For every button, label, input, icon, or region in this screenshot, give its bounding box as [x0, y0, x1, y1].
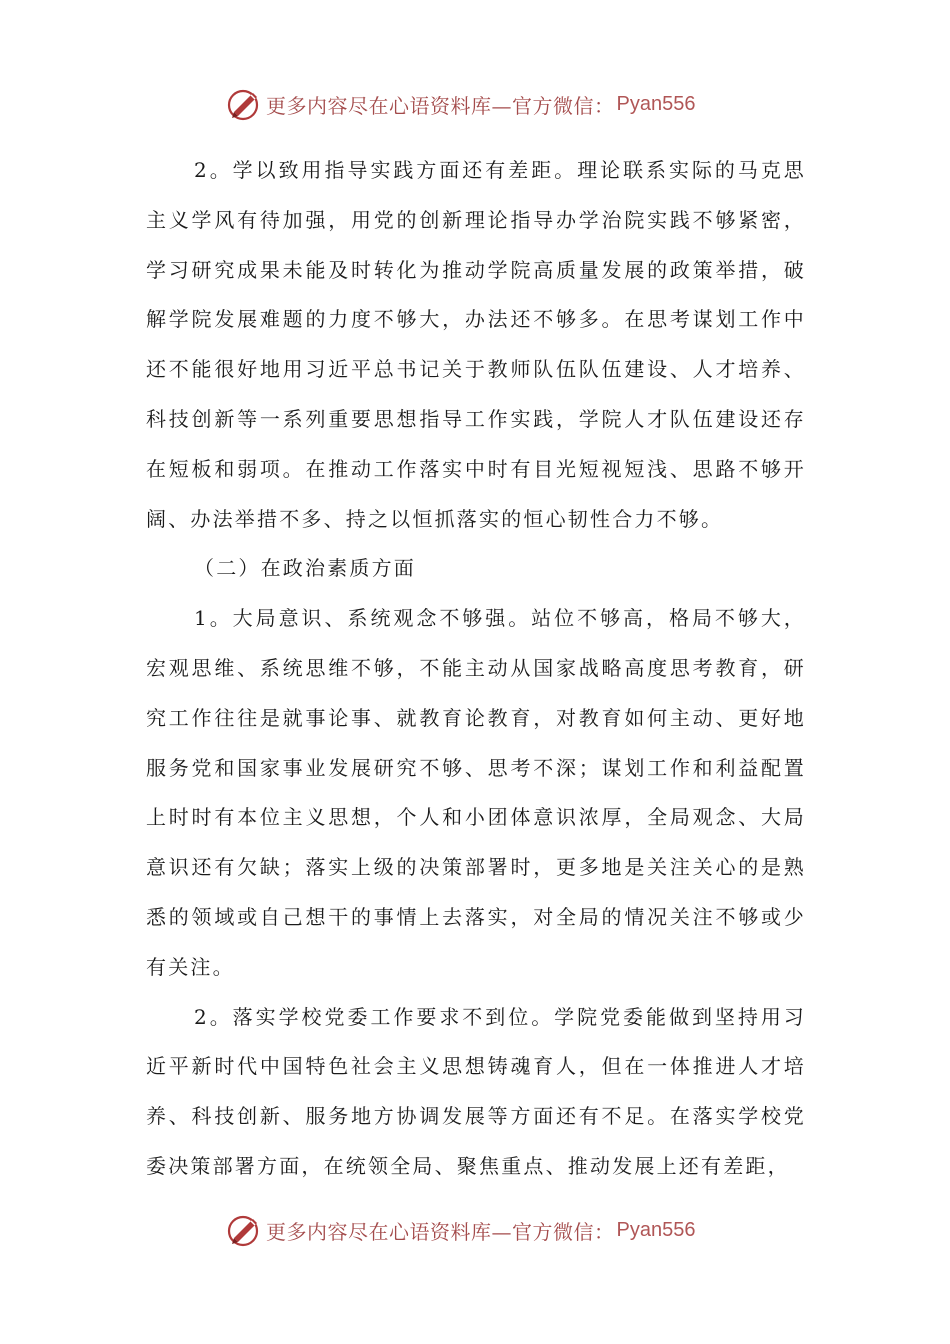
document-body: [146, 146, 806, 1192]
watermark-text: 更多内容尽在心语资料库—官方微信：: [266, 1219, 615, 1244]
paragraph-party-committee-requirements: 2。落实学校党委工作要求不到位。学院党委能做到坚持用习近平新时代中国特色社会主义思想铸魂育人，但在一体推进人才培养、科技创新、服务地方协调发展等方面还有不足。在落实学校党委决策部署方面，在统领全局、聚焦重点、推动发展上还有差距，: [146, 1004, 806, 1178]
watermark-text: 更多内容尽在心语资料库—官方微信：: [266, 93, 615, 118]
pen-logo-icon: [226, 1212, 262, 1248]
pen-logo-icon: [226, 86, 262, 122]
paragraph-overall-awareness: 1。大局意识、系统观念不够强。站位不够高，格局不够大，宏观思维、系统思维不够，不能主动从国家战略高度思考教育，研究工作往往是就事论事、就教育论教育，对教育如何主动、更好地服务党和国家事业发展研究不够、思考不深；谋划工作和利益配置上时时有本位主义思想，个人和小团体意识浓厚，全局观念、大局意识还有欠缺；落实上级的决策部署时，更多地是关注关心的是熟悉的领域或自己想干的事情上去落实，对全局的情况关注不够或少有关注。: [146, 606, 806, 979]
paragraph-practice-gap: 2。学以致用指导实践方面还有差距。理论联系实际的马克思主义学风有待加强，用党的创新理论指导办学治院实践不够紧密，学习研究成果未能及时转化为推动学院高质量发展的政策举措，破解学院发展难题的力度不够大，办法还不够多。在思考谋划工作中还不能很好地用习近平总书记关于教师队伍队伍建设、人才培养、科技创新等一系列重要思想指导工作实践，学院人才队伍建设还存在短板和弱项。在推动工作落实中时有目光短视短浅、思路不够开阔、办法举措不多、持之以恒抓落实的恒心韧性合力不够。: [146, 158, 806, 531]
watermark-wechat-id: Pyan556: [616, 1218, 696, 1241]
footer-watermark: [226, 1210, 695, 1250]
watermark-wechat-id: Pyan556: [616, 92, 696, 115]
section-heading-political-quality: （二）在政治素质方面: [194, 556, 416, 581]
header-watermark: [226, 84, 695, 124]
